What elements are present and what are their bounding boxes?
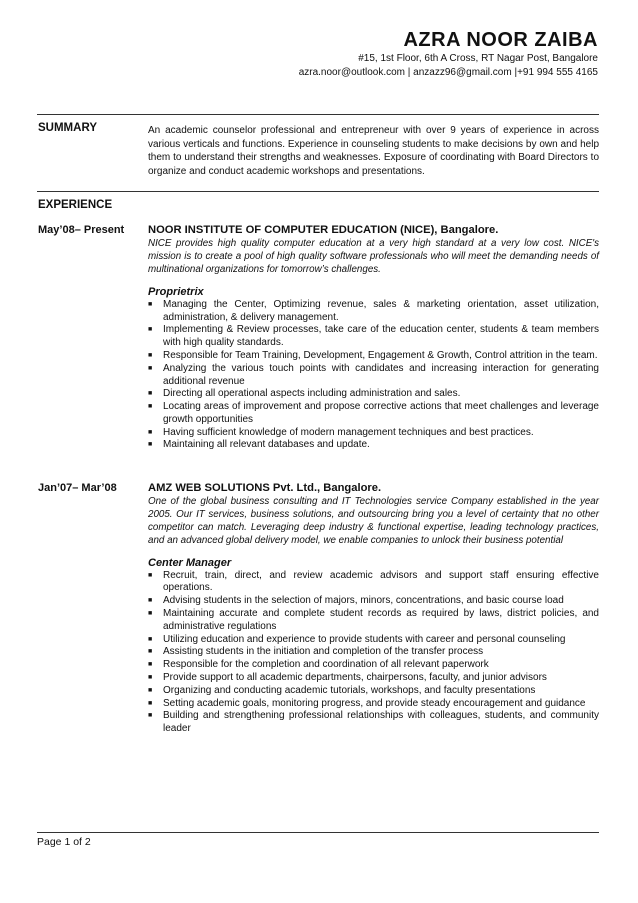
list-item: ■ Responsible for the completion and coordination of all relevant paperwork xyxy=(148,659,489,671)
footer-divider xyxy=(37,832,599,833)
list-item: ■ Utilizing education and experience to provide students with career and personal counseling xyxy=(148,633,566,645)
bullet-icon: ■ xyxy=(148,300,153,308)
bullet-icon: ■ xyxy=(148,699,153,707)
bullet-icon: ■ xyxy=(148,326,153,334)
bullet-icon: ■ xyxy=(148,351,153,359)
bullet-icon: ■ xyxy=(148,403,153,411)
page-number: Page 1 of 2 xyxy=(37,836,91,848)
bullet-icon: ■ xyxy=(148,648,153,656)
list-item: ■ Locating areas of improvement and propose corrective actions that meet challenges and leverage growth opportunities xyxy=(148,401,599,425)
address-line: #15, 1st Floor, 6th A Cross, RT Nagar Post, Bangalore xyxy=(358,53,598,64)
bullet-icon: ■ xyxy=(148,571,153,579)
resume-header xyxy=(299,28,598,80)
list-item: ■ Setting academic goals, monitoring progress, and provide steady encouragement and guidance xyxy=(148,697,586,709)
bullet-icon: ■ xyxy=(148,597,153,605)
bullet-icon: ■ xyxy=(148,661,153,669)
list-item: ■ Provide support to all academic departments, chairpersons, faculty, and junior advisors xyxy=(148,672,547,683)
bullet-icon: ■ xyxy=(148,686,153,694)
company-description: NICE provides high quality computer education at a very high standard at a very low cost. NICE's mission is to create a pool of high quality software professionals who will meet the demanding needs of multinational organizations for tomorrow’s challenges. xyxy=(148,238,599,275)
job-role: Center Manager xyxy=(148,556,232,569)
bullet-icon: ■ xyxy=(148,441,153,449)
list-item: ■ Organizing and conducting academic tutorials, workshops, and faculty presentations xyxy=(148,684,536,696)
candidate-name: AZRA NOOR ZAIBA xyxy=(403,29,598,51)
company-name: AMZ WEB SOLUTIONS Pvt. Ltd., Bangalore. xyxy=(148,482,382,494)
responsibility-list xyxy=(148,299,599,453)
list-item: ■ Implementing & Review processes, take care of the education center, students & team members with high quality standards. xyxy=(148,324,599,349)
list-item: ■ Directing all operational aspects including administration and sales. xyxy=(148,388,461,400)
responsibility-list xyxy=(148,570,599,736)
list-item: ■ Assisting students in the initiation and completion of the transfer process xyxy=(148,646,484,658)
list-item: ■ Advising students in the selection of majors, minors, concentrations, and basic course load xyxy=(148,595,564,607)
list-item: ■ Managing the Center, Optimizing revenue, sales & marketing orientation, asset utilization, administration, & delivery management. xyxy=(148,298,599,323)
job-dates: Jan’07– Mar’08 xyxy=(38,482,117,494)
contact-line: azra.noor@outlook.com | anzazz96@gmail.com |+91 994 555 4165 xyxy=(298,67,598,78)
list-item: ■ Analyzing the various touch points with candidates and increasing interaction for generating additional revenue xyxy=(148,362,599,387)
divider xyxy=(37,191,599,192)
list-item: ■ Maintaining accurate and complete student records as required by laws, district policies, and administrative regulations xyxy=(148,608,599,632)
bullet-icon: ■ xyxy=(148,390,153,398)
company-description: One of the global business consulting and IT Technologies service Company established in the year 2005. Our IT services, business solutions, and outsourcing bring you a level of certainty that no other competitor can match. Leveraging deep industry & functional expertise, leading technology practices, and an advanced global delivery model, we enable companies to unlock their business potential xyxy=(148,496,599,546)
experience-heading: EXPERIENCE xyxy=(38,199,113,211)
company-name: NOOR INSTITUTE OF COMPUTER EDUCATION (NICE), Bangalore. xyxy=(148,224,499,236)
job-entry xyxy=(148,223,599,452)
list-item: ■ Recruit, train, direct, and review academic advisors and support staff ensuring effective operations. xyxy=(148,569,599,594)
bullet-icon: ■ xyxy=(148,635,153,643)
bullet-icon: ■ xyxy=(148,428,153,436)
job-dates: May’08– Present xyxy=(38,224,125,236)
list-item: ■ Building and strengthening professional relationships with colleagues, students, and community leader xyxy=(148,710,599,735)
bullet-icon: ■ xyxy=(148,712,153,720)
list-item: ■ Responsible for Team Training, Development, Engagement & Growth, Control attrition in the team. xyxy=(148,349,598,361)
summary-text: An academic counselor professional and entrepreneur with over 9 years of experience in across various verticals and functions. Experience in counseling students to make decisions by own and help them to understand their strengths and weaknesses. Exposure of coordinating with Board Directors to organize and conduct academic workshops and presentations. xyxy=(148,125,599,178)
bullet-icon: ■ xyxy=(148,364,153,372)
list-item: ■ Having sufficient knowledge of modern management techniques and best practices. xyxy=(148,426,534,438)
bullet-icon: ■ xyxy=(148,610,153,618)
bullet-icon: ■ xyxy=(148,674,153,681)
list-item: ■ Maintaining all relevant databases and update. xyxy=(148,439,370,451)
divider xyxy=(37,114,599,115)
summary-heading: SUMMARY xyxy=(38,122,97,134)
job-entry xyxy=(148,481,599,736)
job-role: Proprietrix xyxy=(148,285,204,298)
